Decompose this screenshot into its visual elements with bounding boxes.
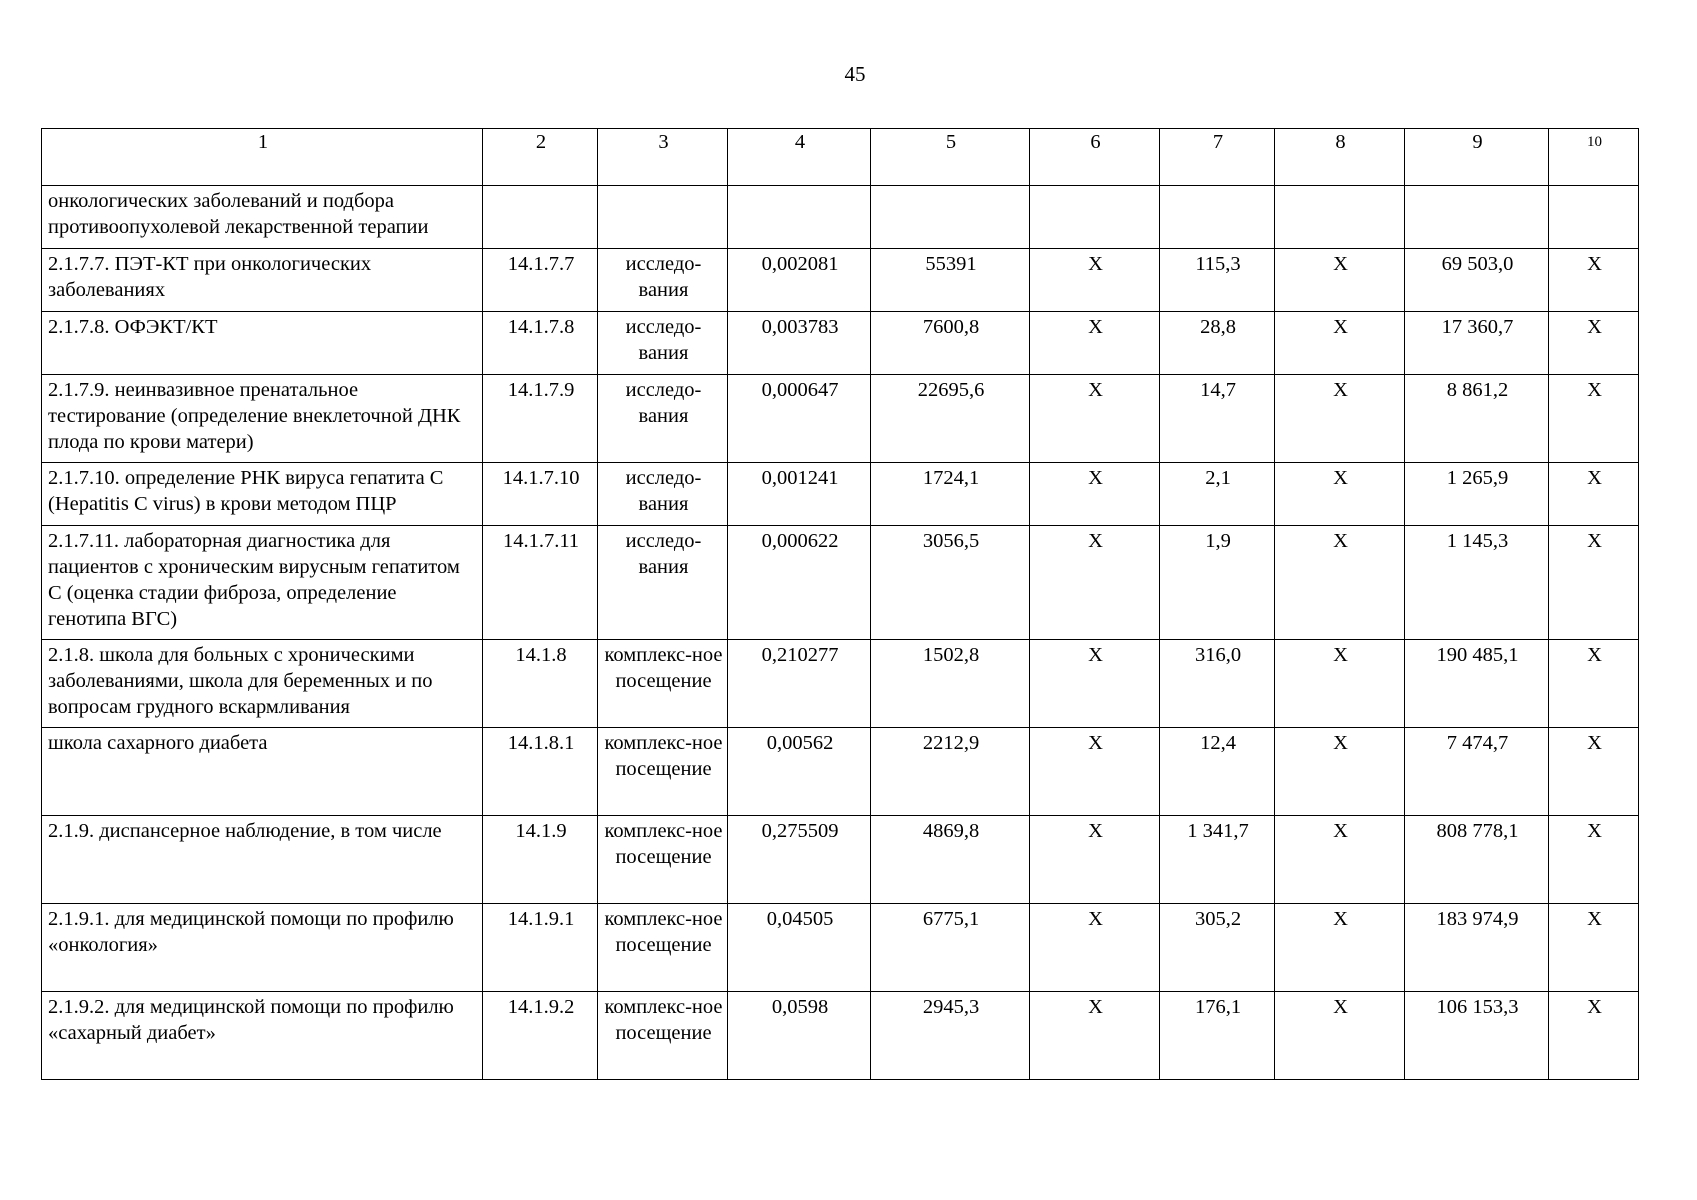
table-cell-col5: 4869,8: [871, 816, 1030, 904]
table-cell-col5: 7600,8: [871, 312, 1030, 375]
table-cell-col10: [1549, 186, 1639, 249]
header-cell-10: 10: [1549, 129, 1639, 186]
table-cell-col10: Х: [1549, 640, 1639, 728]
table-cell-col4: 0,0598: [728, 992, 871, 1080]
table-cell-col9: 183 974,9: [1405, 904, 1549, 992]
table-cell-col5: 22695,6: [871, 375, 1030, 463]
table-row: [42, 728, 1639, 816]
table-cell-col7: 305,2: [1160, 904, 1275, 992]
table-cell-col6: Х: [1030, 640, 1160, 728]
table-cell-col9: [1405, 186, 1549, 249]
table-cell-col3: исследо-вания: [598, 526, 728, 640]
table-cell-col10: Х: [1549, 526, 1639, 640]
table-cell-col3: исследо-вания: [598, 463, 728, 526]
table-cell-col5: 2945,3: [871, 992, 1030, 1080]
table-cell-col1: 2.1.7.8. ОФЭКТ/КТ: [42, 312, 483, 375]
table-row: [42, 640, 1639, 728]
table-row: [42, 816, 1639, 904]
table-cell-col1: 2.1.7.10. определение РНК вируса гепатита C (Hepatitis C virus) в крови методом ПЦР: [42, 463, 483, 526]
table-cell-col3: комплекс-ное посещение: [598, 904, 728, 992]
header-cell-3: 3: [598, 129, 728, 186]
header-cell-1: 1: [42, 129, 483, 186]
table-cell-col2: 14.1.9.1: [483, 904, 598, 992]
table-cell-col9: 7 474,7: [1405, 728, 1549, 816]
table-row: [42, 249, 1639, 312]
table-row: [42, 904, 1639, 992]
table-cell-col2: 14.1.7.9: [483, 375, 598, 463]
table-cell-col6: Х: [1030, 249, 1160, 312]
table-cell-col8: Х: [1275, 312, 1405, 375]
table-cell-col1: 2.1.7.11. лабораторная диагностика для пациентов с хроническим вирусным гепатитом С (оценка стадии фиброза, определение генотипа ВГС): [42, 526, 483, 640]
table-cell-col2: 14.1.7.11: [483, 526, 598, 640]
table-cell-col3: комплекс-ное посещение: [598, 816, 728, 904]
table-cell-col7: 28,8: [1160, 312, 1275, 375]
table-cell-col6: Х: [1030, 728, 1160, 816]
table-cell-col10: Х: [1549, 375, 1639, 463]
table-cell-col10: Х: [1549, 463, 1639, 526]
table-cell-col6: Х: [1030, 375, 1160, 463]
table-cell-col7: 14,7: [1160, 375, 1275, 463]
table-cell-col7: 176,1: [1160, 992, 1275, 1080]
table-cell-col4: 0,210277: [728, 640, 871, 728]
table-cell-col9: 1 145,3: [1405, 526, 1549, 640]
table-cell-col5: 2212,9: [871, 728, 1030, 816]
table-cell-col2: 14.1.7.10: [483, 463, 598, 526]
table-cell-col9: 190 485,1: [1405, 640, 1549, 728]
table-cell-col10: Х: [1549, 249, 1639, 312]
table-cell-col6: Х: [1030, 992, 1160, 1080]
table-row: [42, 186, 1639, 249]
table-cell-col3: исследо-вания: [598, 375, 728, 463]
table-cell-col10: Х: [1549, 816, 1639, 904]
table-cell-col4: 0,001241: [728, 463, 871, 526]
table-cell-col4: 0,04505: [728, 904, 871, 992]
table-cell-col5: 1724,1: [871, 463, 1030, 526]
header-cell-2: 2: [483, 129, 598, 186]
table-cell-col10: Х: [1549, 728, 1639, 816]
page-number: 45: [844, 62, 866, 86]
table-cell-col5: 3056,5: [871, 526, 1030, 640]
table-cell-col5: [871, 186, 1030, 249]
table-cell-col4: [728, 186, 871, 249]
table-cell-col6: Х: [1030, 816, 1160, 904]
table-row: [42, 312, 1639, 375]
table-cell-col8: Х: [1275, 526, 1405, 640]
table-cell-col7: 316,0: [1160, 640, 1275, 728]
table-cell-col8: Х: [1275, 992, 1405, 1080]
table-cell-col4: 0,00562: [728, 728, 871, 816]
table-cell-col2: 14.1.7.7: [483, 249, 598, 312]
header-cell-8: 8: [1275, 129, 1405, 186]
table-cell-col9: 1 265,9: [1405, 463, 1549, 526]
table-cell-col6: Х: [1030, 904, 1160, 992]
table-cell-col2: [483, 186, 598, 249]
table-cell-col6: Х: [1030, 526, 1160, 640]
table-cell-col2: 14.1.9: [483, 816, 598, 904]
table-cell-col7: 2,1: [1160, 463, 1275, 526]
table-cell-col4: 0,275509: [728, 816, 871, 904]
table-cell-col7: 1 341,7: [1160, 816, 1275, 904]
table-cell-col9: 17 360,7: [1405, 312, 1549, 375]
table-cell-col8: Х: [1275, 463, 1405, 526]
header-cell-7: 7: [1160, 129, 1275, 186]
table-cell-col3: исследо-вания: [598, 312, 728, 375]
table-cell-col4: 0,002081: [728, 249, 871, 312]
table-cell-col8: Х: [1275, 816, 1405, 904]
table-cell-col8: Х: [1275, 904, 1405, 992]
table-cell-col10: Х: [1549, 992, 1639, 1080]
table-cell-col5: 55391: [871, 249, 1030, 312]
table-cell-col4: 0,000622: [728, 526, 871, 640]
table-cell-col5: 6775,1: [871, 904, 1030, 992]
table-cell-col9: 69 503,0: [1405, 249, 1549, 312]
table-cell-col3: исследо-вания: [598, 249, 728, 312]
table-cell-col3: комплекс-ное посещение: [598, 992, 728, 1080]
table-cell-col1: школа сахарного диабета: [42, 728, 483, 816]
table-cell-col6: [1030, 186, 1160, 249]
data-table: [41, 128, 1639, 1080]
header-row: [42, 129, 1639, 186]
table-cell-col1: 2.1.7.7. ПЭТ-КТ при онкологических заболеваниях: [42, 249, 483, 312]
table-cell-col7: [1160, 186, 1275, 249]
table-cell-col8: Х: [1275, 640, 1405, 728]
table-cell-col1: 2.1.9. диспансерное наблюдение, в том числе: [42, 816, 483, 904]
table-cell-col4: 0,003783: [728, 312, 871, 375]
table-cell-col10: Х: [1549, 904, 1639, 992]
table-row: [42, 375, 1639, 463]
table-cell-col1: 2.1.9.1. для медицинской помощи по профилю «онкология»: [42, 904, 483, 992]
table-row: [42, 526, 1639, 640]
table-cell-col1: 2.1.7.9. неинвазивное пренатальное тестирование (определение внеклеточной ДНК плода по крови матери): [42, 375, 483, 463]
table-cell-col3: комплекс-ное посещение: [598, 640, 728, 728]
table-cell-col2: 14.1.9.2: [483, 992, 598, 1080]
table-cell-col5: 1502,8: [871, 640, 1030, 728]
table-cell-col8: Х: [1275, 249, 1405, 312]
table-cell-col9: 106 153,3: [1405, 992, 1549, 1080]
table-cell-col2: 14.1.8.1: [483, 728, 598, 816]
table-cell-col3: комплекс-ное посещение: [598, 728, 728, 816]
table-cell-col6: Х: [1030, 463, 1160, 526]
table-cell-col6: Х: [1030, 312, 1160, 375]
table-cell-col1: онкологических заболеваний и подбора противоопухолевой лекарственной терапии: [42, 186, 483, 249]
table-cell-col8: Х: [1275, 728, 1405, 816]
table-cell-col7: 115,3: [1160, 249, 1275, 312]
table-cell-col8: Х: [1275, 375, 1405, 463]
table-cell-col3: [598, 186, 728, 249]
table-cell-col4: 0,000647: [728, 375, 871, 463]
header-cell-9: 9: [1405, 129, 1549, 186]
table-row: [42, 463, 1639, 526]
table-cell-col2: 14.1.8: [483, 640, 598, 728]
table-cell-col9: 8 861,2: [1405, 375, 1549, 463]
table-cell-col1: 2.1.9.2. для медицинской помощи по профилю «сахарный диабет»: [42, 992, 483, 1080]
table-row: [42, 992, 1639, 1080]
table-cell-col9: 808 778,1: [1405, 816, 1549, 904]
header-cell-6: 6: [1030, 129, 1160, 186]
table-cell-col10: Х: [1549, 312, 1639, 375]
table-cell-col7: 1,9: [1160, 526, 1275, 640]
table-cell-col8: [1275, 186, 1405, 249]
table-cell-col1: 2.1.8. школа для больных с хроническими заболеваниями, школа для беременных и по вопросам грудного вскармливания: [42, 640, 483, 728]
table-cell-col7: 12,4: [1160, 728, 1275, 816]
header-cell-4: 4: [728, 129, 871, 186]
header-cell-5: 5: [871, 129, 1030, 186]
table-cell-col2: 14.1.7.8: [483, 312, 598, 375]
